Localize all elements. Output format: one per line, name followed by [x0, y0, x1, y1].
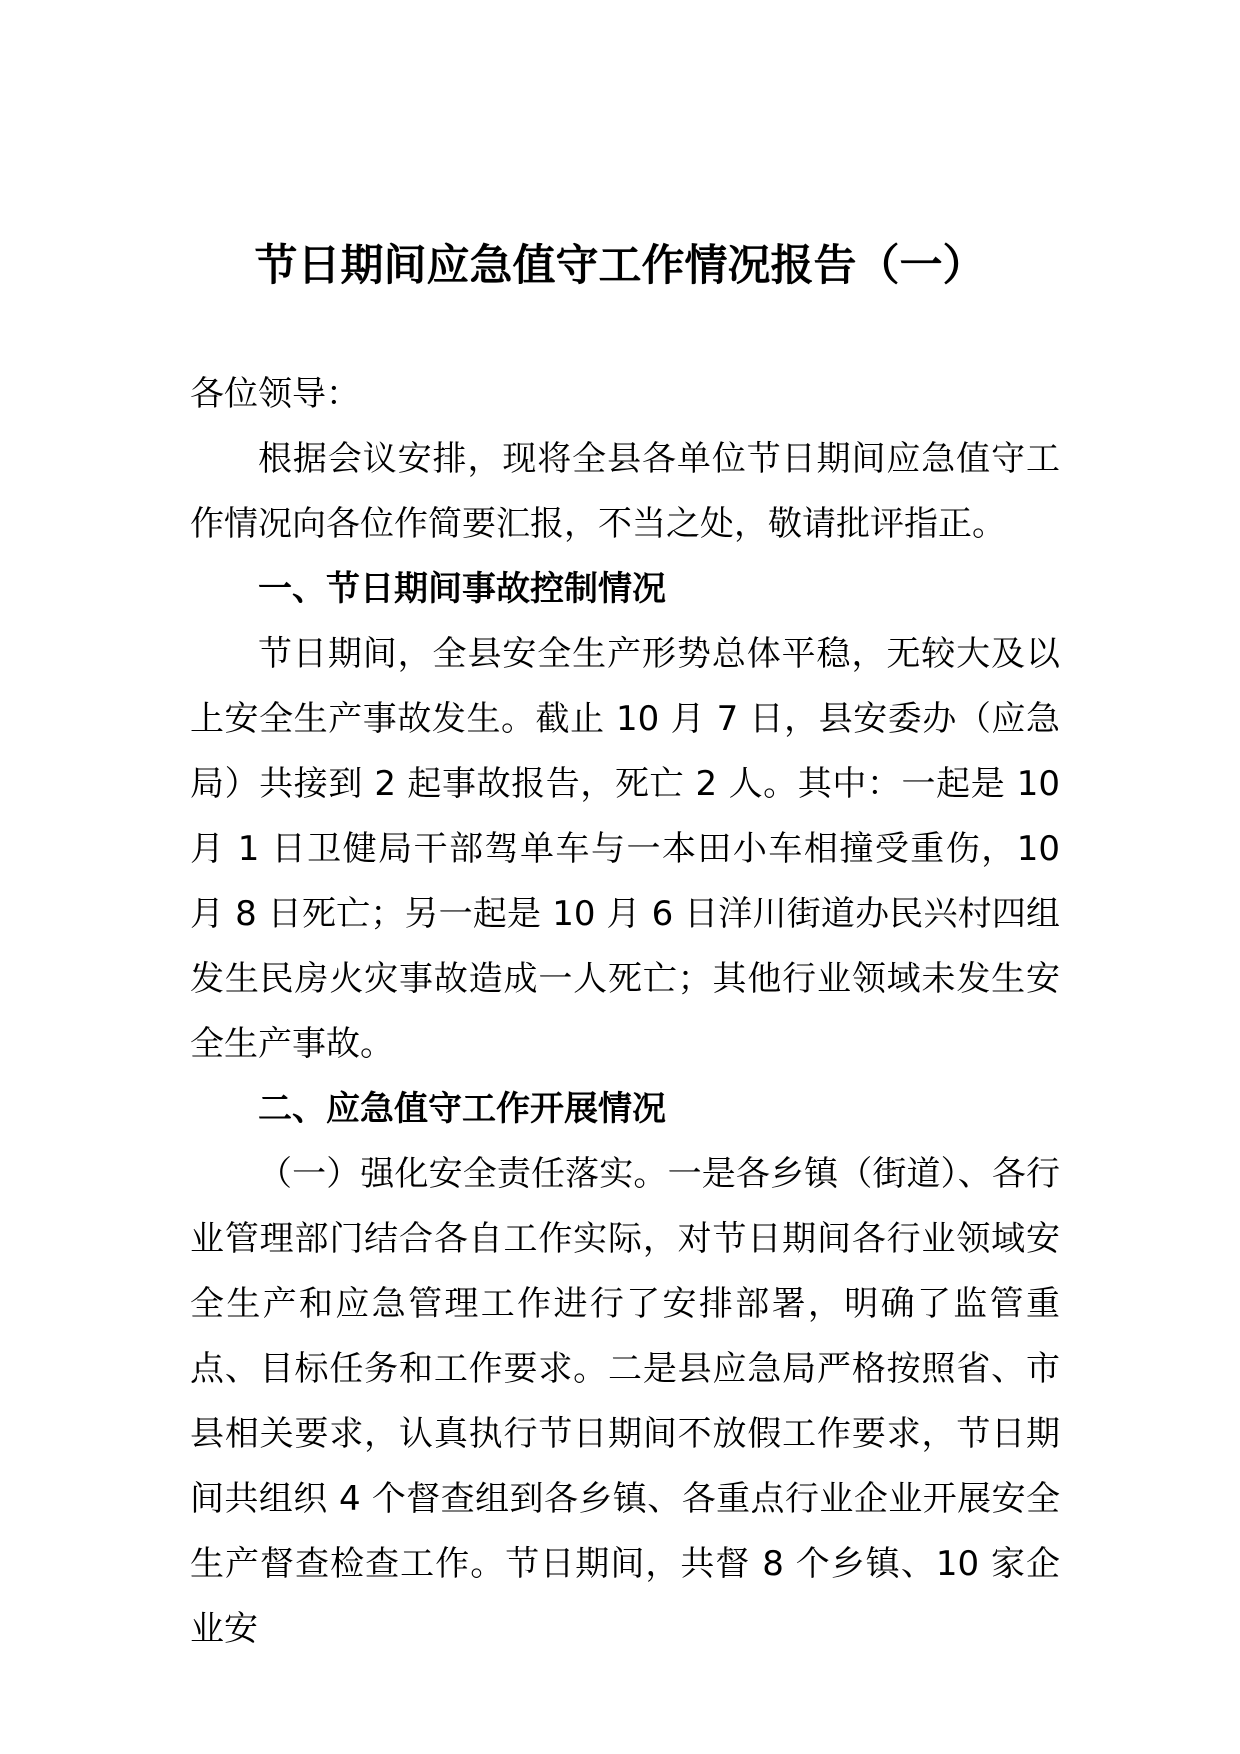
- greeting: 各位领导：: [190, 374, 360, 414]
- intro-paragraph: 根据会议安排，现将全县各单位节日期间应急值守工作情况向各位作简要汇报，不当之处，敬请批评指正。: [190, 439, 1060, 544]
- section-heading-2: 二、应急值守工作开展情况: [258, 1089, 666, 1129]
- section-1-paragraph: 节日期间，全县安全生产形势总体平稳，无较大及以上安全生产事故发生。截止 10 月 7 日，县安委办（应急局）共接到 2 起事故报告，死亡 2 人。其中：一起是 10 月 1 日卫健局干部驾单车与一本田小车相撞受重伤，10 月 8 日死亡；另一起是 10 月 6 日洋川街道办民兴村四组发生民房火灾事故造成一人死亡；其他行业领域未发生安全生产事故。: [190, 634, 1060, 1064]
- section-heading-1: 一、节日期间事故控制情况: [258, 569, 666, 609]
- document-title: 节日期间应急值守工作情况报告（一）: [254, 241, 986, 291]
- document-body: [190, 362, 1060, 1662]
- section-2-paragraph: （一）强化安全责任落实。一是各乡镇（街道）、各行业管理部门结合各自工作实际，对节日期间各行业领域安全生产和应急管理工作进行了安排部署，明确了监管重点、目标任务和工作要求。二是县应急局严格按照省、市县相关要求，认真执行节日期间不放假工作要求，节日期间共组织 4 个督查组到各乡镇、各重点行业企业开展安全生产督查检查工作。节日期间，共督 8 个乡镇、10 家企业安: [190, 1154, 1060, 1649]
